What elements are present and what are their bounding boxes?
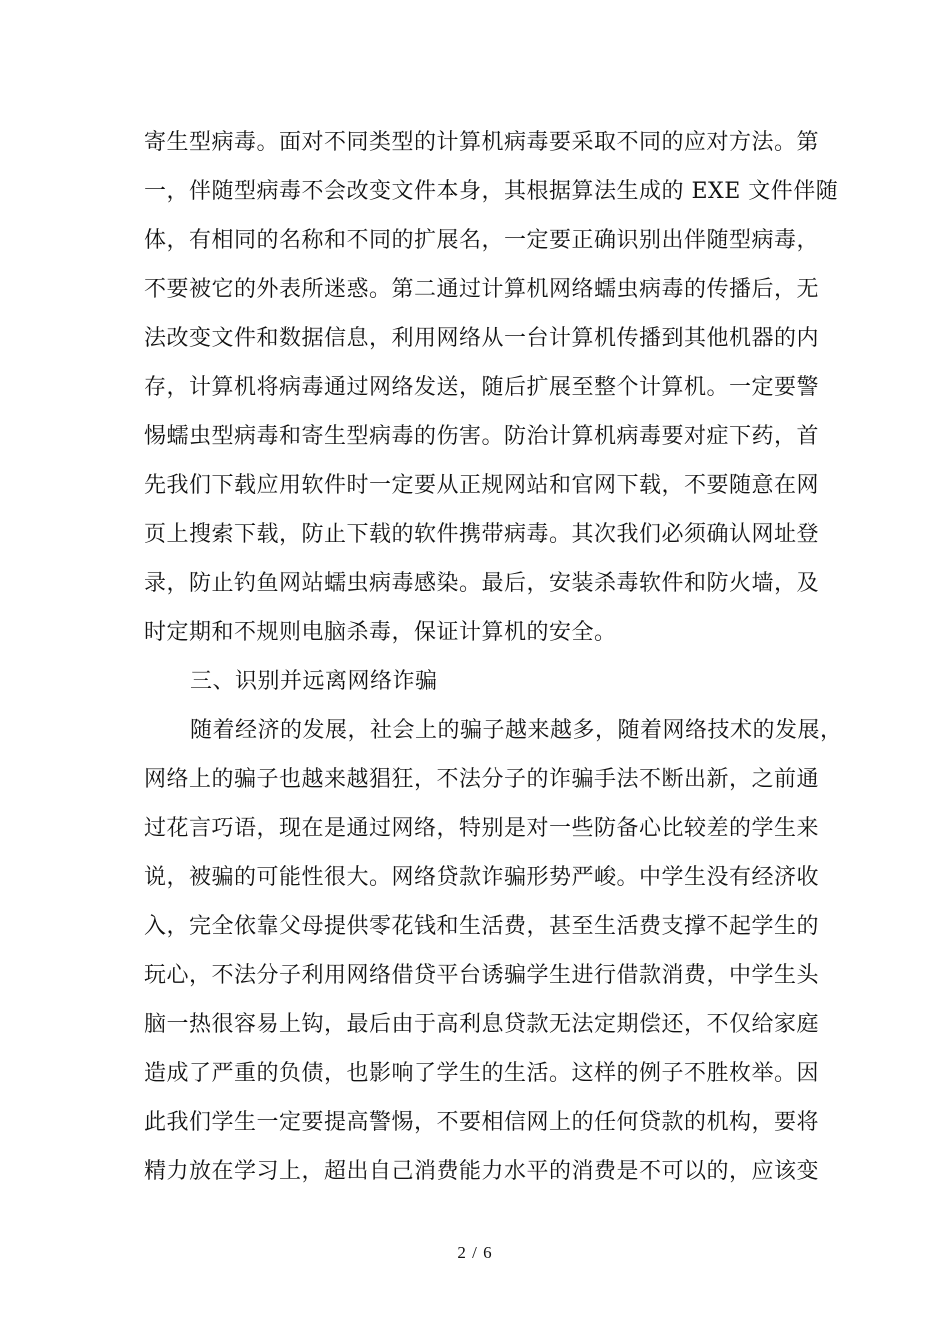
paragraph-line: 过花言巧语，现在是通过网络，特别是对一些防备心比较差的学生来 xyxy=(144,816,820,841)
paragraph-line: 寄生型病毒。面对不同类型的计算机病毒要采取不同的应对方法。第 xyxy=(144,130,820,155)
paragraph-line: 录，防止钓鱼网站蠕虫病毒感染。最后，安装杀毒软件和防火墙，及 xyxy=(144,571,820,596)
paragraph-line: 脑一热很容易上钩，最后由于高利息贷款无法定期偿还，不仅给家庭 xyxy=(144,1012,820,1037)
paragraph-line: 网络上的骗子也越来越猖狂，不法分子的诈骗手法不断出新，之前通 xyxy=(144,767,820,792)
paragraph-line: 入，完全依靠父母提供零花钱和生活费，甚至生活费支撑不起学生的 xyxy=(144,914,820,939)
paragraph-line: 时定期和不规则电脑杀毒，保证计算机的安全。 xyxy=(144,620,617,645)
paragraph-line: 先我们下载应用软件时一定要从正规网站和官网下载，不要随意在网 xyxy=(144,473,820,498)
paragraph-line: 造成了严重的负债，也影响了学生的生活。这样的例子不胜枚举。因 xyxy=(144,1061,820,1086)
paragraph-line: 页上搜索下载，防止下载的软件携带病毒。其次我们必须确认网址登 xyxy=(144,522,820,547)
paragraph-line: 体，有相同的名称和不同的扩展名，一定要正确识别出伴随型病毒， xyxy=(144,228,820,253)
paragraph-line: 说，被骗的可能性很大。网络贷款诈骗形势严峻。中学生没有经济收 xyxy=(144,865,820,890)
paragraph-line: 玩心，不法分子利用网络借贷平台诱骗学生进行借款消费，中学生头 xyxy=(144,963,820,988)
paragraph-line: 法改变文件和数据信息，利用网络从一台计算机传播到其他机器的内 xyxy=(144,326,820,351)
paragraph-line: 存，计算机将病毒通过网络发送，随后扩展至整个计算机。一定要警 xyxy=(144,375,820,400)
section-heading: 三、识别并远离网络诈骗 xyxy=(190,669,438,694)
page-number: 2 / 6 xyxy=(457,1243,493,1262)
paragraph-line: 精力放在学习上，超出自己消费能力水平的消费是不可以的，应该变 xyxy=(144,1159,820,1184)
paragraph-line: 一，伴随型病毒不会改变文件本身，其根据算法生成的 EXE 文件伴随 xyxy=(144,179,839,204)
paragraph-line: 不要被它的外表所迷惑。第二通过计算机网络蠕虫病毒的传播后，无 xyxy=(144,277,820,302)
paragraph-line: 此我们学生一定要提高警惕，不要相信网上的任何贷款的机构，要将 xyxy=(144,1110,820,1135)
paragraph-line: 惕蠕虫型病毒和寄生型病毒的伤害。防治计算机病毒要对症下药，首 xyxy=(144,424,820,449)
paragraph-line: 随着经济的发展，社会上的骗子越来越多，随着网络技术的发展， xyxy=(190,718,843,743)
